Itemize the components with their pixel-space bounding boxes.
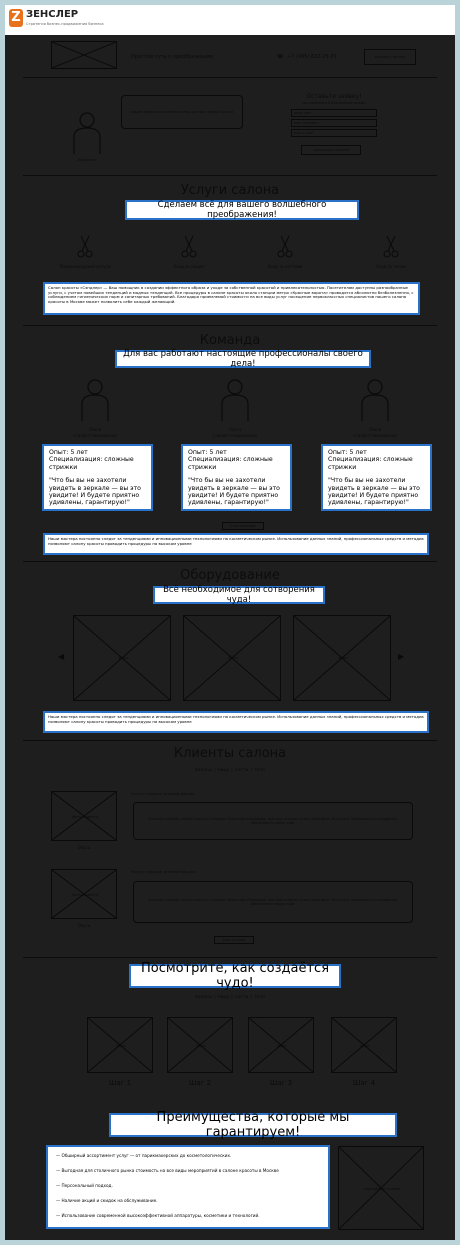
equipment-slide xyxy=(73,615,171,701)
divider xyxy=(23,77,437,78)
person-icon xyxy=(79,378,111,422)
review-bubble: Большое спасибо салону красоты Сэндлер! Приятная атмосфера, мастера отлично знают своё дело. Результат превзошёл все ожидания, обязательно приду ещё. xyxy=(133,881,413,923)
logo-icon: Z xyxy=(9,9,23,27)
slide-label: фото xyxy=(118,656,128,660)
step-photo xyxy=(248,1017,314,1073)
member-role: стилист-парикмахер xyxy=(213,433,257,438)
service-label[interactable]: Уход за лицом xyxy=(173,264,205,269)
review-bubble: Большое спасибо салону красоты Сэндлер! Приятная атмосфера, мастера отлично знают своё дело. Результат превзошёл все ожидания, обязательно приду ещё. xyxy=(133,802,413,840)
process-callout: Посмотрите, как создаётся чудо! xyxy=(129,964,341,988)
client-services: Услуги: стрижка, дневной макияж xyxy=(131,870,196,874)
header-phone[interactable]: +7 (495) 632-25-01 xyxy=(287,54,337,60)
member-quote: "Что бы вы не захотели увидеть в зеркале — вы это увидите! И будете приятно удивлены, гарантирую!" xyxy=(49,477,141,507)
divider xyxy=(23,957,437,958)
services-note: Салон красоты «Сэндлер» — Ваш помощник в создании эффектного образа и уходе за собственной красотой и привлекательностью. Посетителям доступны разнообразные услуги, с учетом новейших тенденций и модных тенденций. Все процедуры в салоне красоты около станции метро «Красные ворота» проводятся абсолютно безболезненно, с соблюдением гигиенических норм и санитарных требований. Благодаря приемлемой стоимости на все виды услуг посещение первоклассных специалистов нашего салона красоты в Москве может позволить себе каждый желающий. xyxy=(43,282,420,315)
services-callout: Сделаем всё для вашего волшебного преображения! xyxy=(125,200,359,220)
advantage-item: — Наличие акций и скидок на обслуживание. xyxy=(56,1198,158,1203)
step-label: Шаг 1 xyxy=(108,1079,132,1087)
filter-tab[interactable]: ногти xyxy=(234,995,249,1000)
step-photo-label: фото xyxy=(196,1044,206,1048)
logo-tagline: Стратегия бизнес-продвижения бизнеса xyxy=(26,22,104,26)
carousel-prev-arrow[interactable]: ◀ xyxy=(58,652,65,661)
service-label[interactable]: Уход за ногтями xyxy=(267,264,303,269)
form-title: Оставьте заявку! xyxy=(306,93,362,100)
phone-input-placeholder: ваш телефон xyxy=(294,121,318,125)
equipment-callout: Всё необходимое для сотворения чуда! xyxy=(153,586,325,604)
logo-bar xyxy=(5,5,455,35)
submit-button[interactable]: записаться онлайн xyxy=(301,145,361,155)
client-name: Ольга xyxy=(77,845,91,850)
service-label[interactable]: Уход за телом xyxy=(376,264,406,269)
hero-speech-bubble: создан макетом с возможностью, для вас первой ссылки xyxy=(121,95,243,129)
step-label: Шаг 2 xyxy=(188,1079,212,1087)
carousel-next-arrow[interactable]: ▶ xyxy=(398,652,405,661)
advantages-callout: Преимущества, которые мы гарантируем! xyxy=(109,1113,397,1137)
slide-label: фото xyxy=(338,656,348,660)
name-input[interactable] xyxy=(291,109,377,117)
process-filters: волосы | лицо | ногти | тело xyxy=(195,995,265,1000)
team-title: Команда xyxy=(199,333,261,348)
step-label: Шаг 3 xyxy=(269,1079,293,1087)
filter-tab[interactable]: тело xyxy=(253,768,265,773)
clients-filters: волосы | лицо | ногти | тело xyxy=(195,768,265,773)
step-photo xyxy=(167,1017,233,1073)
scissors-icon xyxy=(383,234,399,258)
scissors-icon xyxy=(277,234,293,258)
advantage-item: — Выгодная для столичного рынка стоимость на все виды мероприятий в салоне красоты в Москве xyxy=(56,1168,279,1173)
team-note: Наши мастера постоянно следят за тенденциями и инновационными технологиями на косметическом рынке. Использование данных знаний, профессиональных средств и методик позволяют салону красоты проводить процедуры на высоком уровне xyxy=(43,533,429,555)
filter-tab[interactable]: лицо xyxy=(217,995,230,1000)
client-photo xyxy=(51,791,117,841)
step-photo-label: фото xyxy=(277,1044,287,1048)
advantage-item: — Использование современной высокоэффективной аппаратуры, косметики и технологий. xyxy=(56,1213,260,1218)
step-photo xyxy=(87,1017,153,1073)
certificate-photo xyxy=(338,1146,424,1230)
clients-title: Клиенты салона xyxy=(173,746,287,761)
person-icon xyxy=(359,378,391,422)
person-icon xyxy=(71,111,103,155)
filter-tab[interactable]: лицо xyxy=(217,768,230,773)
member-specialty: Специализация: сложные стрижки xyxy=(328,456,413,471)
services-title: Услуги салона xyxy=(180,183,280,198)
logo-text: ЗЕНСЛЕР xyxy=(26,9,79,20)
more-team-button[interactable]: Ещё команда xyxy=(222,522,264,530)
member-specialty: Специализация: сложные стрижки xyxy=(188,456,273,471)
email-input[interactable] xyxy=(291,129,377,137)
client-photo-label: Фото клиента xyxy=(72,815,98,819)
member-name: Ольга xyxy=(368,427,382,432)
phone-input[interactable] xyxy=(291,119,377,127)
hero-avatar-caption: Надёжная xyxy=(77,158,97,162)
step-label: Шаг 4 xyxy=(352,1079,376,1087)
divider xyxy=(23,325,437,326)
step-photo-label: фото xyxy=(360,1044,370,1048)
member-name: Ольга xyxy=(88,427,102,432)
member-specialty: Специализация: сложные стрижки xyxy=(49,456,134,471)
advantage-item: — Персональный подход. xyxy=(56,1183,113,1188)
service-label[interactable]: Парикмахерские услуги xyxy=(59,264,111,269)
member-experience: Опыт: 5 лет xyxy=(49,449,88,456)
member-name: Ольга xyxy=(228,427,242,432)
callback-button[interactable]: заказать звонок xyxy=(364,49,416,65)
filter-tab[interactable]: волосы xyxy=(195,768,213,773)
equipment-title: Оборудование xyxy=(180,568,280,583)
member-role: стилист-парикмахер xyxy=(353,433,397,438)
page-frame xyxy=(5,5,455,1240)
person-icon xyxy=(219,378,251,422)
divider xyxy=(23,740,437,741)
client-photo-label: Фото клиента xyxy=(72,893,98,897)
client-photo xyxy=(51,869,117,919)
name-input-placeholder: ваше имя xyxy=(294,111,312,115)
divider xyxy=(23,561,437,562)
advantages-list xyxy=(46,1145,330,1229)
filter-tab[interactable]: волосы xyxy=(195,995,213,1000)
team-card xyxy=(42,444,153,511)
scissors-icon xyxy=(181,234,197,258)
team-card xyxy=(321,444,432,511)
header-tagline: Простой путь к преображению xyxy=(131,54,214,60)
filter-tab[interactable]: ногти xyxy=(234,768,249,773)
equipment-note: Наши мастера постоянно следят за тенденциями и инновационными технологиями на косметическом рынке. Использование данных знаний, профессиональных средств и методик позволяют салону красоты проводить процедуры на высоком уровне xyxy=(43,711,429,733)
filter-tab[interactable]: тело xyxy=(253,995,265,1000)
member-experience: Опыт: 5 лет xyxy=(328,449,367,456)
team-callout: Для вас работают настоящие профессионалы своего дела! xyxy=(115,350,371,368)
scissors-icon xyxy=(77,234,93,258)
equipment-slide xyxy=(183,615,281,701)
equipment-slide xyxy=(293,615,391,701)
member-quote: "Что бы вы не захотели увидеть в зеркале — вы это увидите! И будете приятно удивлены, гарантирую!" xyxy=(328,477,420,507)
more-reviews-button[interactable]: Ещё отзывы xyxy=(214,936,254,944)
form-subtitle: мы свяжемся в ближайшее время xyxy=(302,101,366,105)
team-card xyxy=(181,444,292,511)
client-name: Ольга xyxy=(77,923,91,928)
member-experience: Опыт: 5 лет xyxy=(188,449,227,456)
divider xyxy=(23,175,437,176)
client-services: Услуги: стрижка, дневной макияж xyxy=(131,792,196,796)
email-input-placeholder: ваш e-mail xyxy=(294,131,313,135)
member-quote: "Что бы вы не захотели увидеть в зеркале — вы это увидите! И будете приятно удивлены, гарантирую!" xyxy=(188,477,280,507)
slide-label: фото xyxy=(228,656,238,660)
logo-placeholder xyxy=(51,41,117,69)
advantage-item: — Обширный ассортимент услуг — от парикмахерских до косметологических. xyxy=(56,1153,232,1158)
step-photo-label: фото xyxy=(116,1044,126,1048)
member-role: стилист-парикмахер xyxy=(73,433,117,438)
step-photo xyxy=(331,1017,397,1073)
phone-icon: ☎ xyxy=(277,54,284,60)
certificate-label: сертификат салона xyxy=(363,1187,401,1191)
